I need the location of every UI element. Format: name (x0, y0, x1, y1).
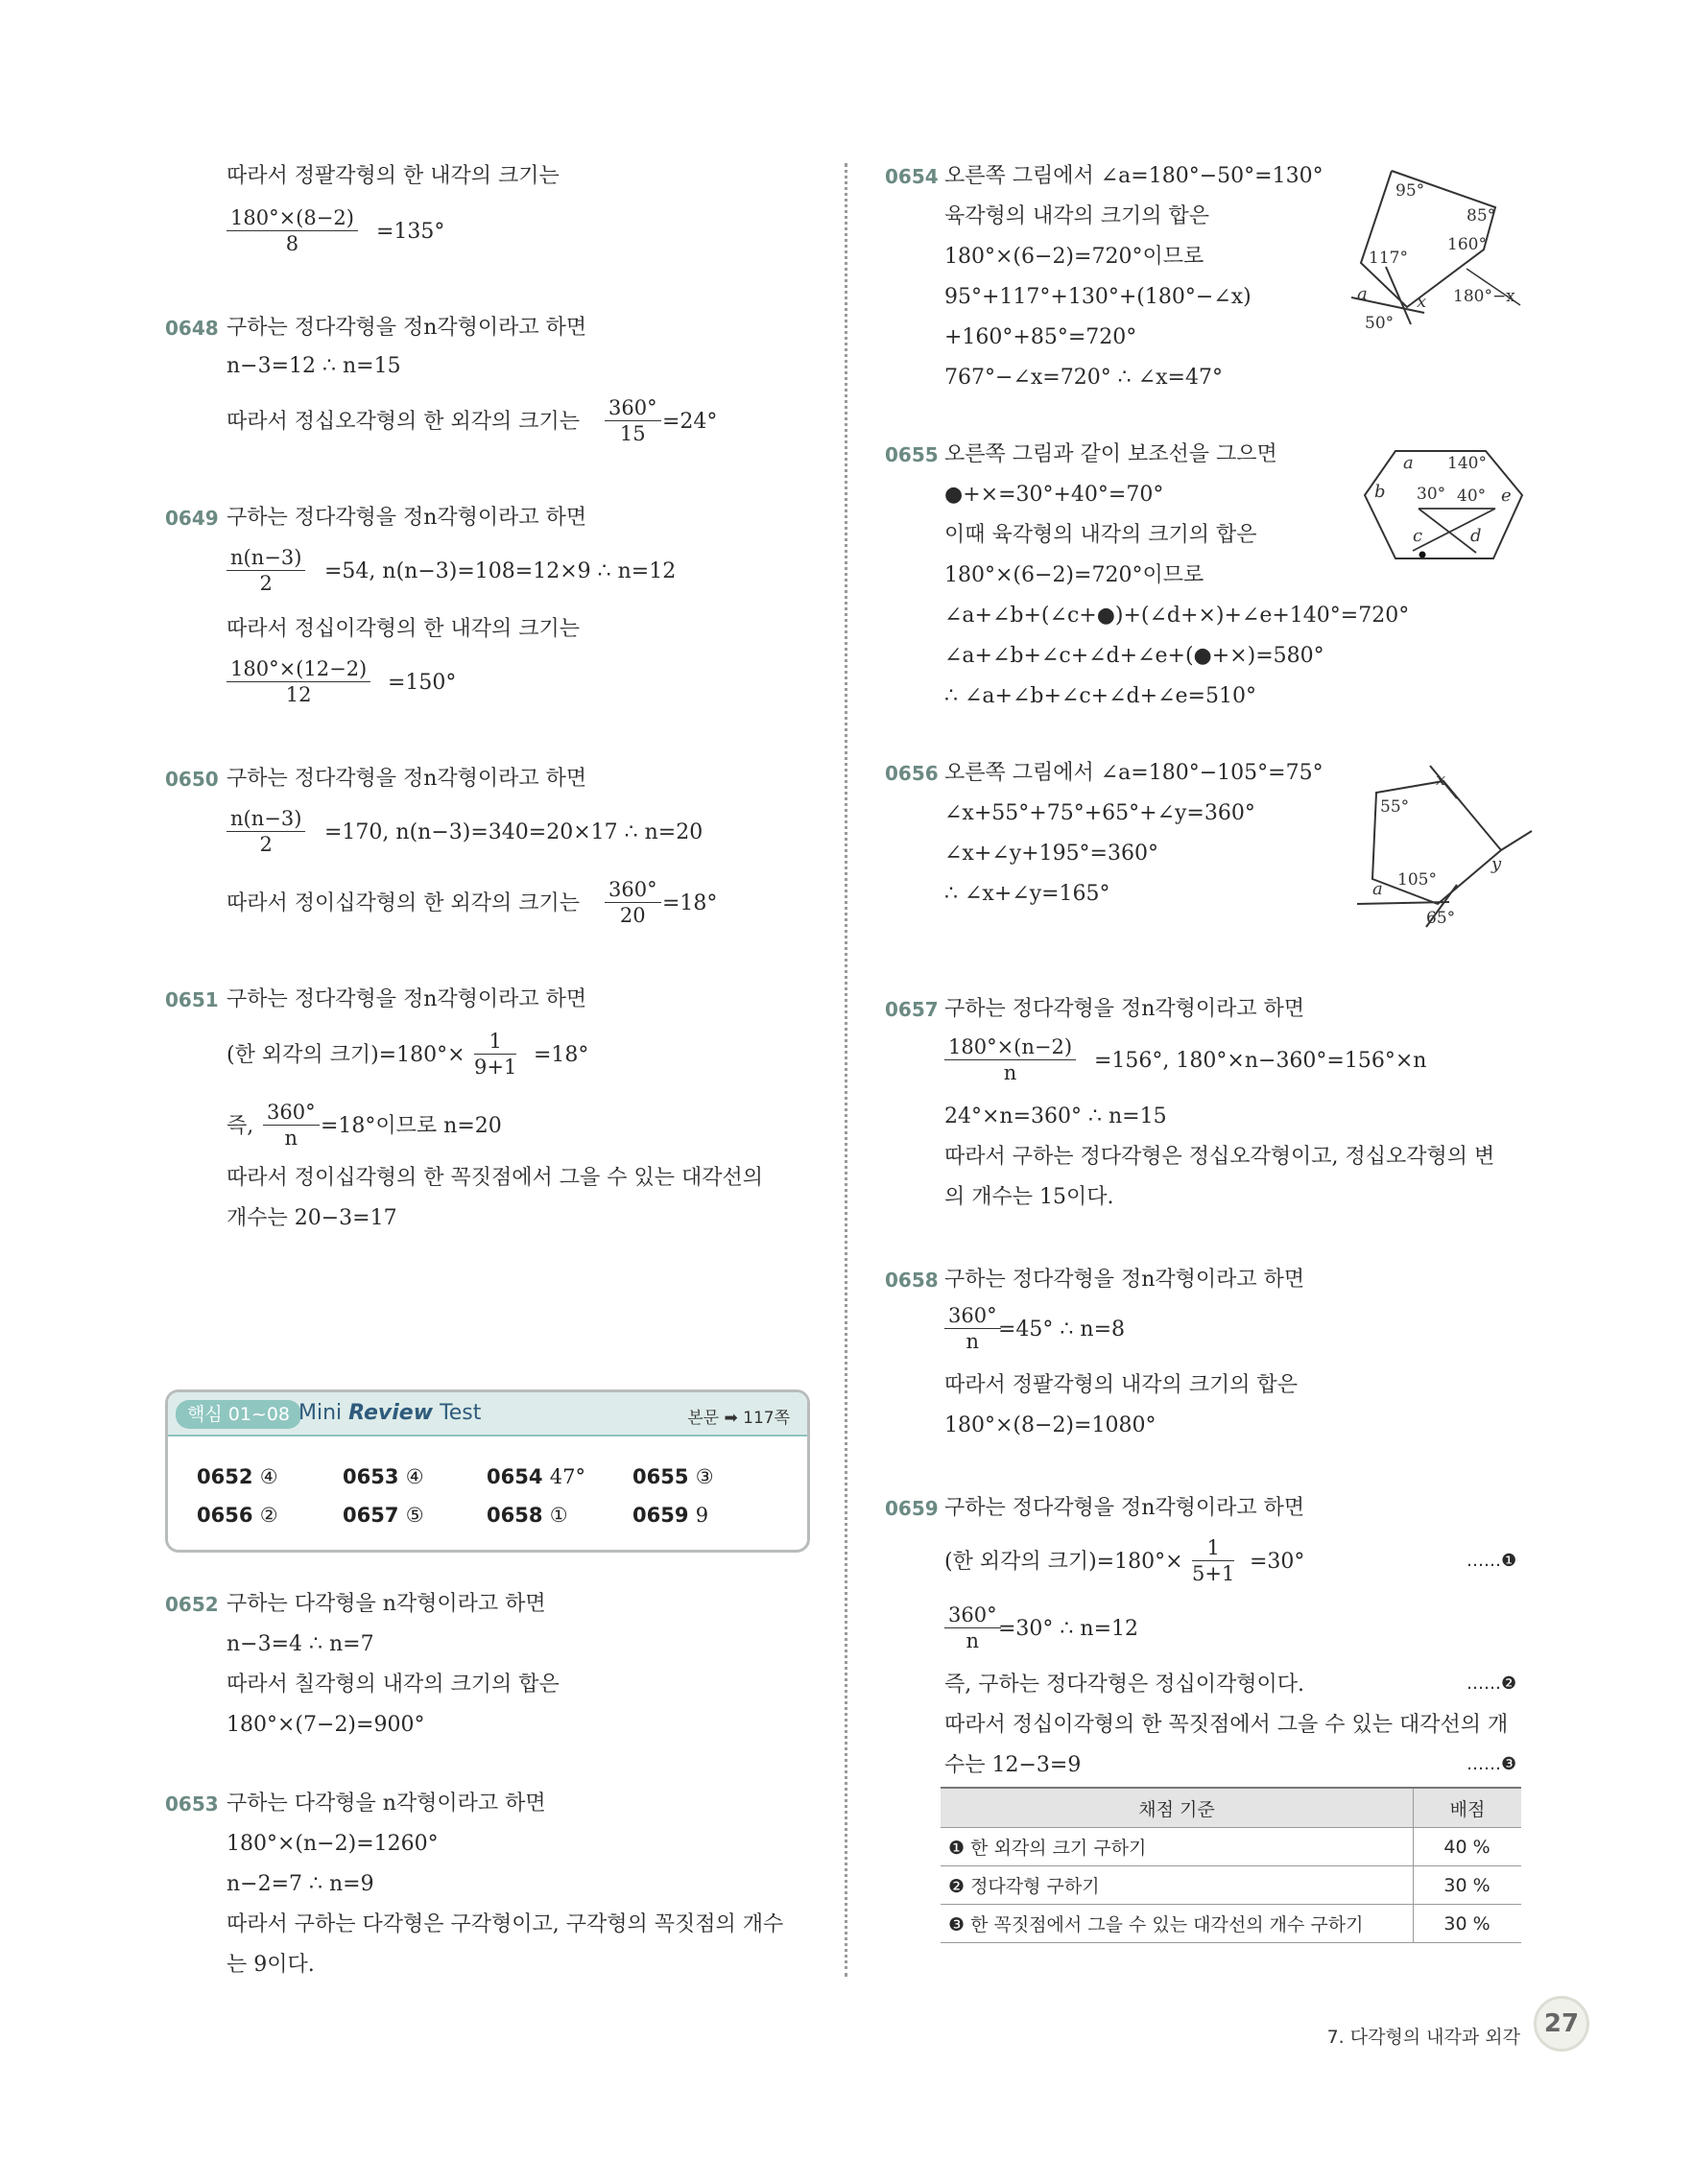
problem-number: 0658 (885, 1269, 939, 1292)
problem-text: =45° ∴ n=8 (998, 1318, 1126, 1341)
mini-review-title (298, 1401, 481, 1425)
fig-label: 160° (1447, 235, 1487, 254)
problem-number: 0648 (165, 317, 219, 340)
fraction (263, 1100, 320, 1151)
fraction-numerator: 360° (605, 395, 661, 421)
fraction-denominator: 2 (259, 833, 273, 856)
problem-number: 0655 (885, 443, 939, 466)
hexagon-figure-0654 (1351, 163, 1530, 336)
problem-text: 이때 육각형의 내각의 크기의 합은 (944, 523, 1257, 547)
answer-item: 0654 47° (487, 1465, 585, 1488)
mini-review-header (168, 1392, 807, 1436)
problem-result: =24° (662, 410, 718, 434)
fraction (1192, 1535, 1234, 1586)
problem-text: =18°이므로 n=20 (321, 1114, 502, 1138)
problem-number: 0654 (885, 165, 939, 188)
fig-label: 65° (1426, 909, 1456, 928)
scoring-criteria: ❶ 한 외각의 크기 구하기 (941, 1828, 1414, 1866)
answer-item: 0653 ④ (343, 1465, 424, 1488)
problem-text: 따라서 정팔각형의 내각의 크기의 합은 (944, 1373, 1299, 1397)
title-part: Mini (298, 1401, 343, 1425)
fraction-numerator: 1 (1192, 1535, 1234, 1561)
problem-text: 180°×(6−2)=720°이므로 (944, 245, 1204, 269)
problem-text: 180°×(n−2)=1260° (227, 1832, 439, 1856)
scoring-criteria: ❷ 정다각형 구하기 (941, 1866, 1414, 1905)
problem-text: n−3=4 ∴ n=7 (227, 1632, 374, 1656)
problem-text: =54, n(n−3)=108=12×9 ∴ n=12 (324, 559, 677, 583)
problem-text: 따라서 정십오각형의 한 외각의 크기는 (227, 410, 581, 434)
intro-result: =135° (376, 220, 445, 244)
problem-text: 즉, (227, 1114, 254, 1138)
fig-label: a (1357, 284, 1368, 304)
fig-label: a (1403, 453, 1414, 473)
fraction-denominator: n (284, 1127, 298, 1150)
problem-text: 오른쪽 그림에서 ∠a=180°−50°=130° (944, 164, 1323, 188)
mini-review-page-ref[interactable]: 본문 ➡ 117쪽 (687, 1409, 790, 1428)
fig-label: e (1501, 486, 1512, 506)
problem-text: 구하는 정다각형을 정n각형이라고 하면 (227, 506, 587, 530)
problem-text: 따라서 구하는 정다각형은 정십오각형이고, 정십오각형의 변 (944, 1145, 1495, 1169)
problem-number: 0656 (885, 762, 939, 785)
fraction-numerator: 360° (605, 877, 661, 903)
problem-text: (한 외각의 크기)=180°× (944, 1550, 1183, 1574)
problem-number: 0652 (165, 1593, 219, 1616)
problem-text: 180°×(6−2)=720°이므로 (944, 563, 1204, 587)
fig-label: 140° (1447, 454, 1487, 473)
table-row (941, 1866, 1521, 1905)
problem-text: =30° (1250, 1550, 1305, 1574)
problem-text: 구하는 정다각형을 정n각형이라고 하면 (227, 767, 587, 791)
fraction-denominator: 9+1 (474, 1056, 517, 1079)
fraction-denominator: n (966, 1629, 980, 1652)
problem-text: ●+×=30°+40°=70° (944, 483, 1164, 507)
fraction (944, 1602, 1001, 1653)
problem-text: 따라서 정십이각형의 한 꼭짓점에서 그을 수 있는 대각선의 개 (944, 1713, 1509, 1737)
hexagon-figure-0655 (1361, 445, 1530, 568)
scoring-table (941, 1787, 1521, 1943)
fraction-numerator: 360° (944, 1602, 1001, 1628)
problem-text: 따라서 정이십각형의 한 외각의 크기는 (227, 891, 581, 915)
fig-label: 55° (1380, 797, 1410, 817)
problem-text: 구하는 정다각형을 정n각형이라고 하면 (944, 997, 1305, 1021)
answer-item: 0655 ③ (632, 1465, 714, 1488)
problem-text: ∠x+∠y+195°=360° (944, 842, 1158, 866)
fraction-numerator: 180°×(n−2) (944, 1034, 1076, 1060)
pentagon-figure-0656 (1357, 764, 1534, 933)
fraction-denominator: 15 (619, 422, 646, 445)
problem-text: ∠a+∠b+(∠c+●)+(∠d+×)+∠e+140°=720° (944, 604, 1410, 628)
fraction-denominator: 5+1 (1192, 1562, 1235, 1585)
problem-text: n−3=12 ∴ n=15 (227, 354, 401, 378)
problem-text: ∠x+55°+75°+65°+∠y=360° (944, 801, 1255, 825)
fraction (227, 545, 305, 596)
problem-number: 0649 (165, 507, 219, 530)
problem-result: =150° (388, 671, 457, 695)
step-marker-1: ……❶ (1466, 1551, 1517, 1571)
fraction-numerator: 180°×(12−2) (227, 656, 370, 682)
fraction-numerator: 360° (263, 1100, 320, 1126)
problem-text: 오른쪽 그림에서 ∠a=180°−105°=75° (944, 761, 1323, 785)
fraction-denominator: n (966, 1330, 980, 1353)
fig-label: 50° (1365, 314, 1395, 333)
intro-text: 따라서 정팔각형의 한 내각의 크기는 (227, 164, 560, 188)
problem-text: 180°×(7−2)=900° (227, 1713, 425, 1737)
table-row (941, 1905, 1521, 1943)
fraction-denominator: 20 (619, 904, 646, 927)
scoring-header-criteria: 채점 기준 (941, 1788, 1414, 1828)
problem-number: 0657 (885, 998, 939, 1021)
fraction (227, 656, 370, 707)
fraction (605, 395, 661, 446)
answer-item: 0652 ④ (197, 1465, 278, 1488)
table-row (941, 1828, 1521, 1866)
fraction-numerator: 1 (474, 1029, 516, 1055)
problem-number: 0653 (165, 1792, 219, 1816)
problem-text: 따라서 정이십각형의 한 꼭짓점에서 그을 수 있는 대각선의 (227, 1166, 764, 1190)
problem-text: 구하는 다각형을 n각형이라고 하면 (227, 1592, 546, 1616)
problem-text: 는 9이다. (227, 1953, 315, 1977)
problem-text: 767°−∠x=720° ∴ ∠x=47° (944, 366, 1223, 390)
fraction (944, 1034, 1076, 1085)
page-number: 27 (1534, 1996, 1589, 2052)
problem-text: =170, n(n−3)=340=20×17 ∴ n=20 (324, 820, 703, 844)
problem-text: 오른쪽 그림과 같이 보조선을 그으면 (944, 442, 1277, 466)
column-divider (845, 163, 847, 1977)
fraction-denominator: 8 (285, 232, 299, 255)
problem-text: 육각형의 내각의 크기의 합은 (944, 204, 1210, 228)
problem-number: 0651 (165, 988, 219, 1011)
fraction-denominator: n (1003, 1061, 1017, 1084)
fig-label: 117° (1369, 249, 1408, 268)
fig-label: x (1436, 770, 1446, 790)
problem-result: =18° (662, 891, 718, 915)
problem-text: 구하는 정다각형을 정n각형이라고 하면 (227, 987, 587, 1011)
fig-label: 180°−x (1453, 287, 1515, 306)
problem-text: =30° ∴ n=12 (998, 1617, 1139, 1641)
fig-label: x (1417, 292, 1427, 312)
answer-item: 0656 ② (197, 1504, 278, 1527)
intro-fraction (227, 205, 358, 256)
fig-label: a (1372, 879, 1383, 899)
fig-label: 85° (1466, 206, 1496, 226)
fraction (474, 1029, 516, 1080)
mini-review-box (165, 1389, 810, 1553)
scoring-points: 30 % (1414, 1866, 1522, 1905)
fig-label: 40° (1457, 487, 1487, 506)
problem-text: ∴ ∠x+∠y=165° (944, 882, 1110, 906)
problem-text: 따라서 칠각형의 내각의 크기의 합은 (227, 1673, 560, 1697)
answer-item: 0657 ⑤ (343, 1504, 424, 1527)
problem-text: 95°+117°+130°+(180°−∠x) (944, 285, 1252, 309)
fraction-denominator: 12 (285, 683, 312, 706)
fraction-denominator: 2 (259, 572, 273, 595)
scoring-criteria: ❸ 한 꼭짓점에서 그을 수 있는 대각선의 개수 구하기 (941, 1905, 1414, 1943)
problem-text: 따라서 구하는 다각형은 구각형이고, 구각형의 꼭짓점의 개수 (227, 1912, 784, 1936)
title-part: Test (440, 1401, 482, 1425)
problem-text: =18° (534, 1043, 589, 1067)
problem-text: 구하는 정다각형을 정n각형이라고 하면 (944, 1268, 1305, 1292)
problem-text: 180°×(8−2)=1080° (944, 1413, 1156, 1437)
problem-text: 개수는 20−3=17 (227, 1206, 397, 1230)
fraction-numerator: 180°×(8−2) (227, 205, 358, 231)
problem-number: 0659 (885, 1497, 939, 1520)
fraction (605, 877, 661, 928)
problem-text: =156°, 180°×n−360°=156°×n (1094, 1049, 1427, 1073)
problem-text: 24°×n=360° ∴ n=15 (944, 1104, 1167, 1128)
answer-item: 0659 9 (632, 1504, 709, 1527)
mini-review-tag: 핵심 01~08 (176, 1400, 301, 1429)
title-part-bold: Review (348, 1401, 434, 1425)
fraction-numerator: 360° (944, 1303, 1001, 1329)
fig-label: 30° (1417, 485, 1446, 504)
fig-label: c (1413, 526, 1423, 546)
fraction (944, 1303, 1001, 1354)
problem-text: 수는 12−3=9 (944, 1753, 1082, 1777)
problem-text: ∴ ∠a+∠b+∠c+∠d+∠e=510° (944, 684, 1256, 708)
answer-item: 0658 ① (487, 1504, 568, 1527)
problem-text: 의 개수는 15이다. (944, 1185, 1114, 1209)
problem-text: 구하는 다각형을 n각형이라고 하면 (227, 1792, 546, 1816)
problem-text: 구하는 정다각형을 정n각형이라고 하면 (227, 316, 587, 340)
fig-label: 105° (1397, 870, 1437, 890)
problem-text: (한 외각의 크기)=180°× (227, 1043, 465, 1067)
step-marker-2: ……❷ (1466, 1674, 1517, 1694)
fraction-numerator: n(n−3) (227, 545, 305, 571)
problem-text: 구하는 정다각형을 정n각형이라고 하면 (944, 1496, 1305, 1520)
problem-text: 따라서 정십이각형의 한 내각의 크기는 (227, 617, 581, 641)
fig-label: y (1491, 854, 1502, 874)
fraction (227, 806, 305, 857)
problem-text: 즉, 구하는 정다각형은 정십이각형이다. (944, 1673, 1304, 1697)
problem-text: ∠a+∠b+∠c+∠d+∠e+(●+×)=580° (944, 644, 1324, 668)
scoring-points: 30 % (1414, 1905, 1522, 1943)
problem-number: 0650 (165, 768, 219, 791)
scoring-points: 40 % (1414, 1828, 1522, 1866)
problem-text: n−2=7 ∴ n=9 (227, 1872, 374, 1896)
fraction-numerator: n(n−3) (227, 806, 305, 832)
problem-text: +160°+85°=720° (944, 325, 1137, 349)
fig-label: 95° (1395, 181, 1425, 201)
step-marker-3: ……❸ (1466, 1754, 1517, 1774)
fig-label: d (1470, 526, 1482, 546)
scoring-header-points: 배점 (1414, 1788, 1522, 1828)
fig-label: b (1374, 482, 1386, 502)
chapter-footer: 7. 다각형의 내각과 외각 (1326, 2027, 1520, 2048)
